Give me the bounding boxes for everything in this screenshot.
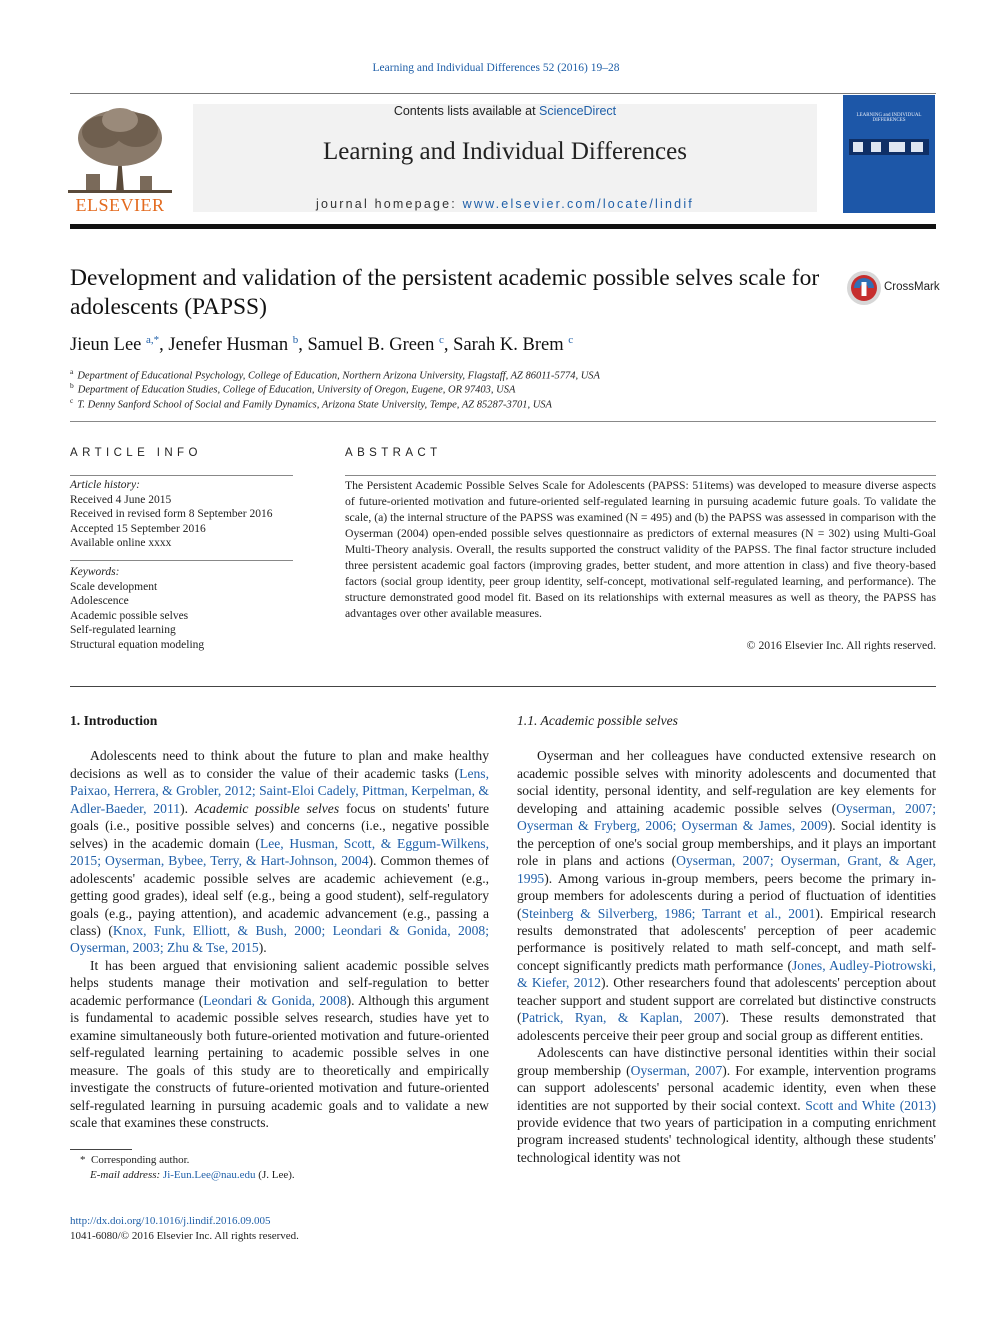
author-3[interactable]: Samuel B. Green $^c$ <box>307 334 444 356</box>
journal-title: Learning and Individual Differences <box>323 138 687 165</box>
article-info-rule <box>70 475 293 476</box>
citation-link[interactable]: Steinberg & Silverberg, 1986; Tarrant et al., 2001 <box>521 905 816 921</box>
doi-block <box>70 1214 299 1244</box>
abstract-heading: ABSTRACT <box>345 447 442 459</box>
article-info-heading: ARTICLE INFO <box>70 447 202 459</box>
cover-image-strip <box>849 139 929 155</box>
body-text: focus on students' future goals (i.e., positive possible selves) and concerns (i.e., negative possible selves) in the academic domain ( <box>70 800 489 851</box>
body-text: ). Although this argument is fundamental to academic possible selves research, studies have yet to examine simultaneously both future-oriented motivation and future-oriented self-regulated learning pertaining to academic possible selves in one measure. The goals of this study are to theoretically and empirically investigate the constructs of future-oriented motivation and future-oriented self-regulated learning in pursuing academic goals and to validate a new scale that examines these constructs. <box>70 992 489 1130</box>
body-text: Adolescents can have distinctive personal identities within their social group membership ( <box>517 1045 936 1078</box>
body-text: ). <box>258 940 267 956</box>
body-text: ). Other researchers found that adolescents' perception about teacher support and student support are correlated but distinctive constructs ( <box>517 975 936 1026</box>
doi-link[interactable]: http://dx.doi.org/10.1016/j.lindif.2016.09.005 <box>70 1215 271 1227</box>
citation-link[interactable]: Patrick, Ryan, & Kaplan, 2007 <box>521 1010 722 1026</box>
affiliation-b: $^b$ Department of Education Studies, College of Education, University of Oregon, Eugene, OR 97403, USA <box>70 381 516 396</box>
section-heading-academic-possible-selves: 1.1. Academic possible selves <box>517 713 678 728</box>
affiliation-a: $^a$ Department of Educational Psychology, College of Education, Northern Arizona University, Flagstaff, AZ 86011-5774, USA <box>70 367 600 382</box>
author-1[interactable]: Jieun Lee $^{a,*}$ <box>70 334 160 356</box>
journal-citation[interactable]: Learning and Individual Differences 52 (2016) 19–28 <box>372 62 620 74</box>
citation-link[interactable]: Jones, Audley-Piotrowski, & Kiefer, 2012 <box>517 957 936 991</box>
footnote: * Corresponding author. E-mail address: Ji-Eun.Lee@nau.edu (J. Lee). <box>80 1154 295 1181</box>
affiliation-c: $^c$ T. Denny Sanford School of Social and Family Dynamics, Arizona State University, Tempe, AZ 85287-3701, USA <box>70 396 552 411</box>
citation-link[interactable]: Lee, Husman, Scott, & Eggum-Wilkens, 2015; Oyserman, Bybee, Terry, & Hart-Johnson, 2004 <box>70 835 489 869</box>
article-history: Article history: Received 4 June 2015 Received in revised form 8 September 2016 Accepted 15 September 2016 Available online xxxx <box>70 478 294 551</box>
crossmark-label: CrossMark <box>884 281 940 293</box>
citation-link[interactable]: Knox, Funk, Elliott, & Bush, 2000; Leondari & Gonida, 2008; Oyserman, 2003; Zhu & Tse, 2015 <box>70 922 489 956</box>
email-link[interactable]: Ji-Eun.Lee@nau.edu <box>162 1169 256 1181</box>
history-online: Available online xxxx <box>70 537 172 550</box>
crossmark-badge[interactable] <box>846 270 941 306</box>
keyword-item: Self-regulated learning <box>70 624 176 637</box>
body-text: ). Empirical research results demonstrated that adolescents' perception of peer academic performance is positively related to math self-concept, and math self-concept significantly predicts math performance ( <box>517 905 936 973</box>
header-rule <box>70 93 936 94</box>
contents-line: Contents lists available at ScienceDirect <box>393 104 617 118</box>
body-text: It has been argued that envisioning salient academic possible selves helps students manage their motivation and self-regulation to better academic performance ( <box>70 957 489 1008</box>
abstract-rule <box>345 475 936 476</box>
author-2[interactable]: Jenefer Husman $^b$ <box>168 334 299 356</box>
elsevier-wordmark: ELSEVIER <box>75 195 165 215</box>
keyword-item: Adolescence <box>70 595 129 608</box>
affiliation-rule <box>70 421 936 422</box>
history-accepted: Accepted 15 September 2016 <box>70 522 206 535</box>
elsevier-logo <box>68 104 172 214</box>
author-list: Jieun Lee $^{a,*}$, Jenefer Husman $^b$, Samuel B. Green $^c$, Sarah K. Brem $^c$ <box>70 334 574 356</box>
author-4[interactable]: Sarah K. Brem $^c$ <box>453 334 574 356</box>
body-text: ). Common themes of adolescents' academic possible selves are academic achievement (e.g., getting good grades), ideal self (e.g., being a good student), self-regulatory goals (e.g., paying attention), and academic advancement (e.g., passing a class) ( <box>70 853 489 938</box>
elsevier-tree-icon <box>68 104 172 196</box>
body-text: ). These results demonstrated that adolescents perceive their peer group and social group as different entities. <box>517 1010 936 1043</box>
sciencedirect-link[interactable]: ScienceDirect <box>539 104 617 118</box>
body-text: ). Among various in-group members, peers become the primary in-group members for adolescents during a period of fluctuation of identities ( <box>517 870 936 921</box>
journal-cover-image <box>843 95 935 213</box>
footnote-rule <box>70 1149 132 1150</box>
cover-title: LEARNING and INDIVIDUAL DIFFERENCES <box>856 113 922 123</box>
abstract-text: The Persistent Academic Possible Selves Scale for Adolescents (PAPSS: 51items) was developed to measure diverse aspects of future-oriented motivation and future-oriented self-regulated learning in pursuing academic future goals. To validate the scale, (a) the internal structure of the PAPSS was examined (N = 495) and (b) the PAPSS was assessed in comparison with the Oyserman (2004) open-ended possible selves questionnaire as predictors of external measures (N = 302) using Multi-Goal Multi-Theory analysis. Overall, the results supported the construct validity of the PAPSS. The final factor structure included three persistent academic goal factors (improving grades, better student, and more attention in class) and five theory-based factors (social group identity, peer group identity, self-concept, motivational self-regulated learning, and performance). The structure demonstrated good model fit. Based on its relationships with external measures as well as theory, the PAPSS has advantages over other available measures. <box>345 479 936 620</box>
keywords: Keywords: Scale development Adolescence Academic possible selves Self-regulated learning Structural equation modeling <box>70 565 294 653</box>
aps-paragraph-1 <box>517 747 936 1044</box>
issn-line: 1041-6080/© 2016 Elsevier Inc. All rights reserved. <box>70 1230 299 1242</box>
citation-link[interactable]: Scott and White (2013) <box>805 1097 936 1113</box>
intro-paragraph-1 <box>70 747 489 956</box>
body-text: ). <box>180 800 195 816</box>
body-text: Oyserman and her colleagues have conducted extensive research on academic possible selves with minority adolescents and documented that social identity, personal identity, and self-regulation are key elements for developing and attaining academic possible selves ( <box>517 748 936 816</box>
history-received: Received 4 June 2015 <box>70 493 172 506</box>
keyword-item: Structural equation modeling <box>70 638 205 651</box>
citation-link[interactable]: Leondari & Gonida, 2008 <box>203 992 347 1008</box>
left-column <box>70 712 489 1131</box>
abstract-bottom-rule <box>70 686 936 687</box>
citation-link[interactable]: Oyserman, 2007 <box>630 1062 723 1078</box>
crossmark-icon <box>846 270 882 306</box>
intro-paragraph-2 <box>70 957 489 1132</box>
aps-paragraph-2 <box>517 1044 936 1166</box>
citation-link[interactable]: Lens, Paixao, Herrera, & Grobler, 2012; Saint-Eloi Cadely, Pittman, Kerpelman, & Adler-Baeder, 2011 <box>70 765 489 816</box>
section-heading-introduction: 1. Introduction <box>70 713 158 728</box>
body-text: Adolescents need to think about the future to plan and make healthy decisions as well as to consider the value of their academic tasks ( <box>70 748 489 781</box>
citation-link[interactable]: Oyserman, 2007; Oyserman, Grant, & Ager, 1995 <box>517 853 936 886</box>
body-text: provide evidence that two years of participation in a computing enrichment program increased students' technological identity, although these students' technological identity was not <box>517 1114 936 1165</box>
emphasis-text: Academic possible selves <box>194 800 340 816</box>
article-title: Development and validation of the persistent academic possible selves scale for adolescents (PAPSS) <box>70 265 820 320</box>
keyword-item: Scale development <box>70 580 158 593</box>
citation-link[interactable]: Oyserman, 2007; Oyserman & Fryberg, 2006; Oyserman & James, 2009 <box>517 800 936 834</box>
keywords-rule <box>70 560 293 561</box>
body-text: ). For example, intervention programs can support adolescents' personal academic identity, even when these identities are not supported by their social context. <box>517 1062 936 1113</box>
keyword-item: Academic possible selves <box>70 609 189 622</box>
abstract-copyright: © 2016 Elsevier Inc. All rights reserved. <box>746 639 936 652</box>
masthead-thick-rule <box>70 224 936 229</box>
journal-homepage: journal homepage: www.elsevier.com/locate/lindif <box>316 197 694 211</box>
history-revised: Received in revised form 8 September 2016 <box>70 508 273 521</box>
journal-homepage-link[interactable]: www.elsevier.com/locate/lindif <box>462 197 694 211</box>
body-text: ). Social identity is the perception of one's social group memberships, and it plays an important role in plans and actions ( <box>517 818 936 869</box>
right-column <box>517 712 936 1166</box>
